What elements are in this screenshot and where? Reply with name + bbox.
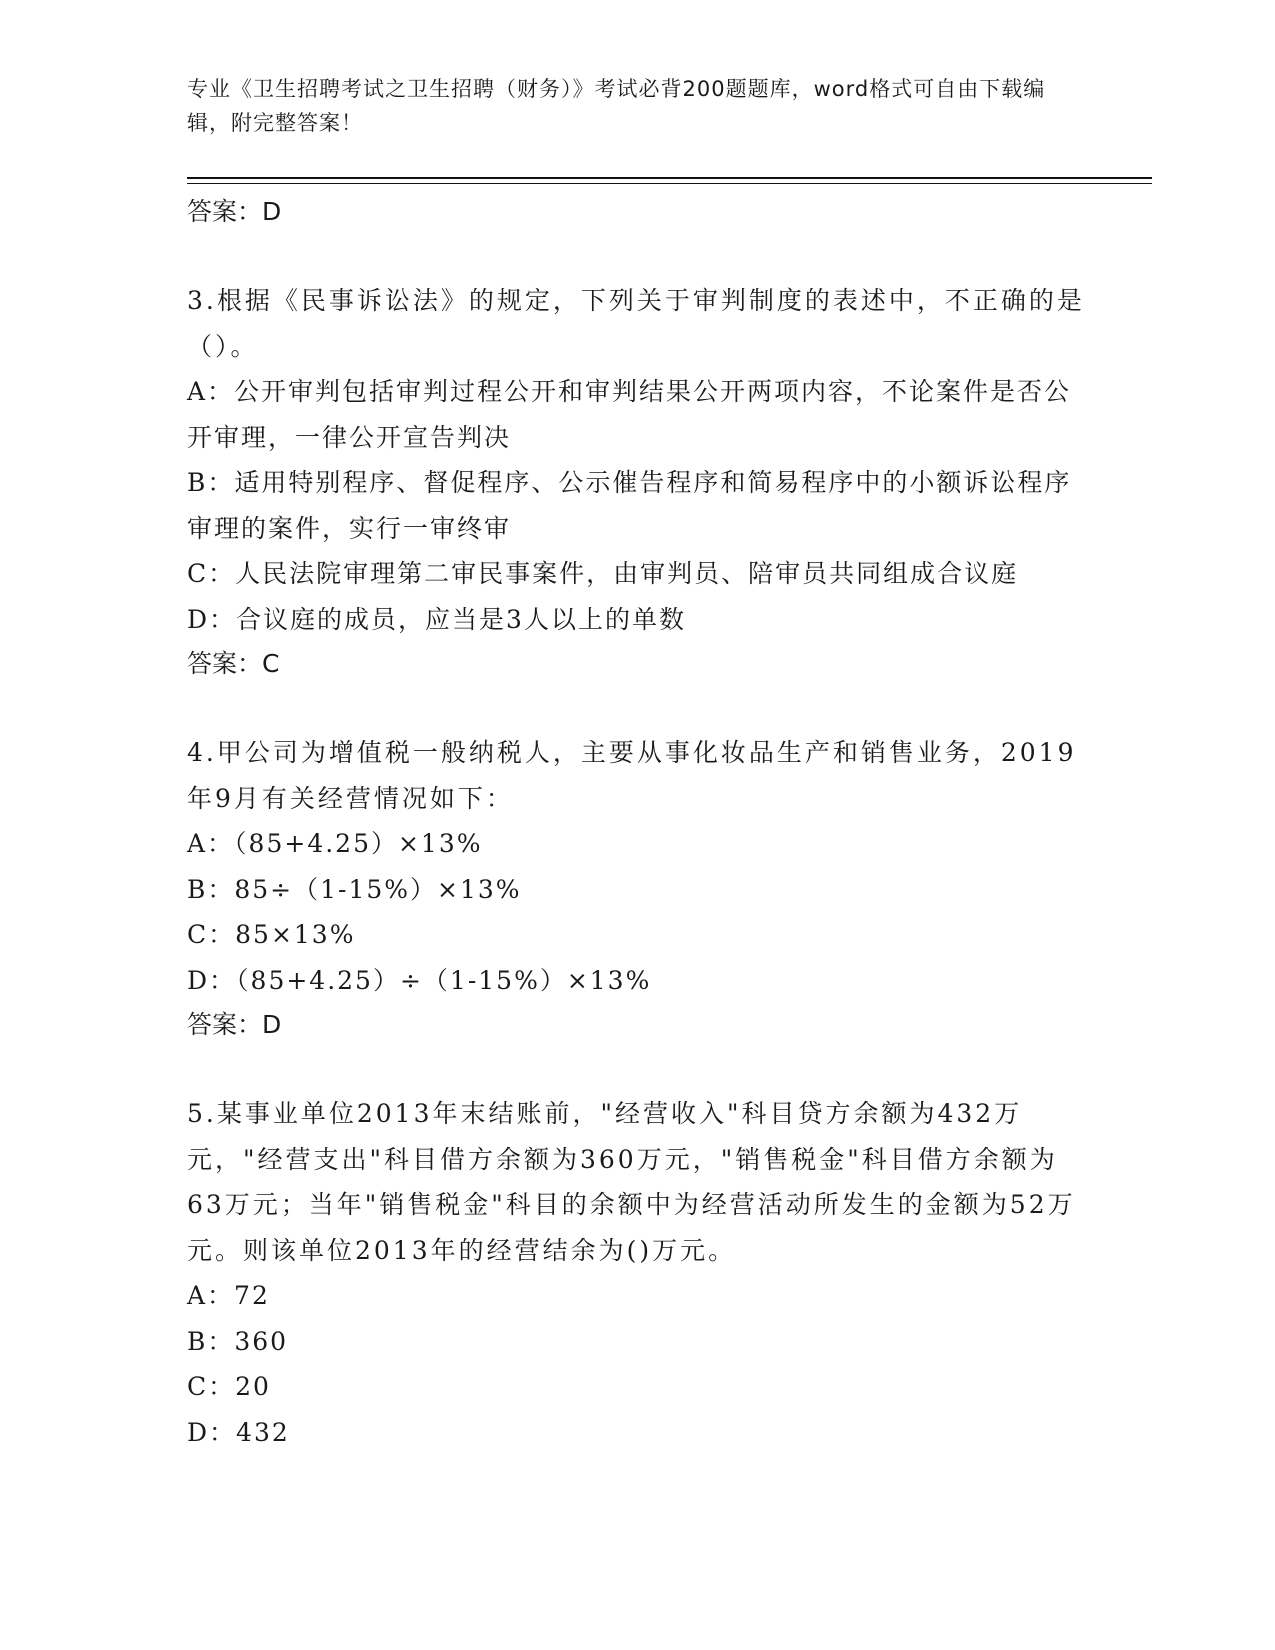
question-4-option-a: A：（85+4.25）×13% [187, 829, 483, 858]
question-3-option-a: A：公开审判包括审判过程公开和审判结果公开两项内容，不论案件是否公开审理，一律公开宣告判决 [187, 377, 1072, 452]
question-5 [187, 1091, 1087, 1455]
question-3-option-d: D：合议庭的成员，应当是3人以上的单数 [187, 604, 686, 634]
question-3-option-c: C：人民法院审理第二审民事案件，由审判员、陪审员共同组成合议庭 [187, 559, 1019, 588]
question-5-option-c: C：20 [187, 1372, 271, 1401]
question-3-text: 3.根据《民事诉讼法》的规定，下列关于审判制度的表述中，不正确的是（）。 [187, 286, 1085, 361]
header-rule-thin [187, 183, 1152, 184]
question-4-text: 4.甲公司为增值税一般纳税人，主要从事化妆品生产和销售业务，2019年9月有关经营情况如下： [187, 738, 1077, 813]
question-3-answer: 答案：C [187, 649, 280, 678]
question-3 [187, 278, 1087, 686]
question-5-option-a: A：72 [187, 1281, 270, 1310]
question-4-option-d: D：（85+4.25）÷（1-15%）×13% [187, 965, 652, 995]
header-rule-thick [187, 177, 1152, 179]
question-3-option-b: B：适用特别程序、督促程序、公示催告程序和简易程序中的小额诉讼程序审理的案件，实行一审终审 [187, 468, 1072, 543]
question-5-option-d: D：432 [187, 1417, 290, 1447]
document-header: 专业《卫生招聘考试之卫生招聘（财务）》考试必背200题题库，word格式可自由下载编辑，附完整答案！ [187, 77, 1046, 135]
question-5-text: 5.某事业单位2013年末结账前，"经营收入"科目贷方余额为432万元，"经营支出"科目借方余额为360万元，"销售税金"科目借方余额为63万元；当年"销售税金"科目的余额中为经营活动所发生的金额为52万元。则该单位2013年的经营结余为()万元。 [187, 1099, 1076, 1265]
question-4 [187, 730, 1087, 1047]
question-5-option-b: B：360 [187, 1326, 289, 1356]
question-4-option-c: C：85×13% [187, 920, 356, 949]
question-4-answer: 答案：D [187, 1010, 282, 1039]
question-4-option-b: B：85÷（1-15%）×13% [187, 874, 522, 904]
document-body [187, 190, 1087, 1455]
prev-question-answer: 答案：D [187, 197, 282, 226]
